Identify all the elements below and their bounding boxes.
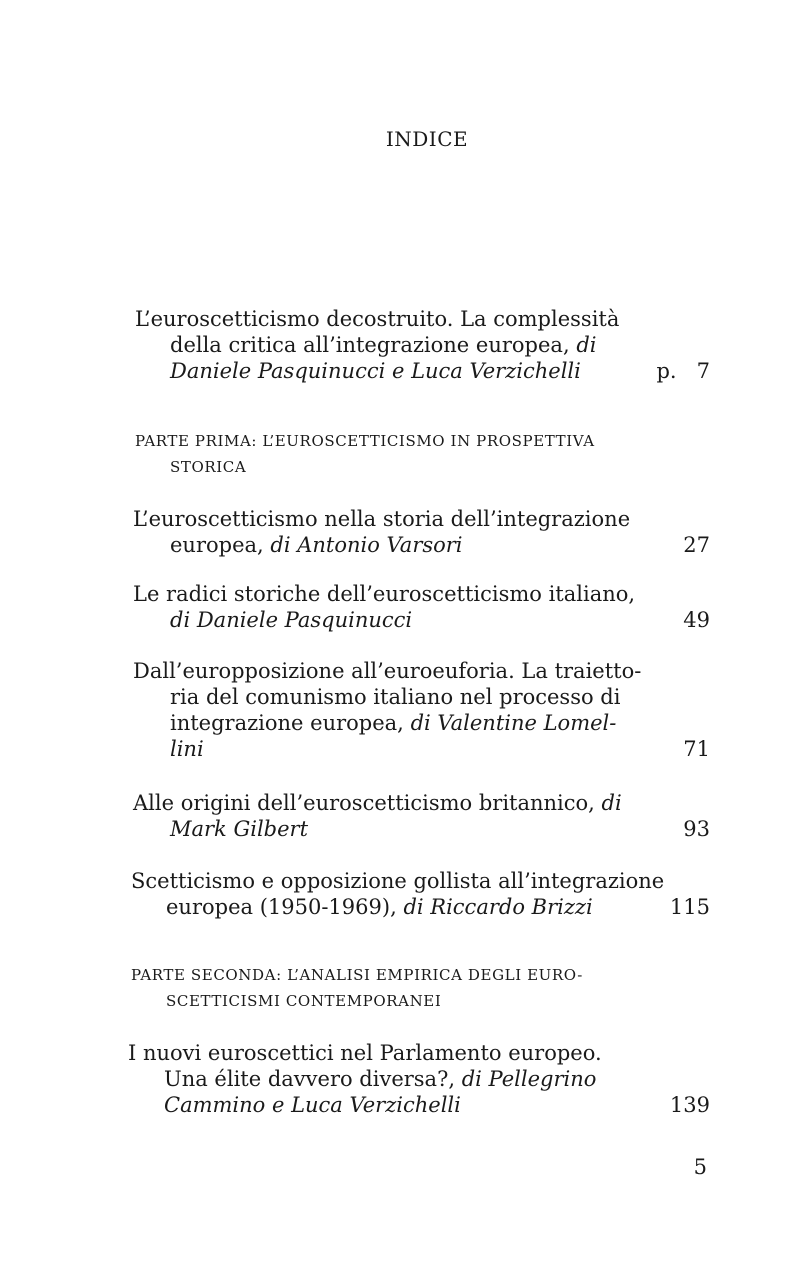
entry-title: Scetticismo e opposizione gollista all’integrazione	[131, 869, 665, 893]
page-number: 71	[683, 737, 710, 761]
entry-author: Mark Gilbert	[170, 817, 309, 841]
page-number: p. 7	[656, 359, 710, 383]
entry-author: di Antonio Varsori	[270, 533, 463, 557]
entry-line	[170, 332, 596, 358]
page-number: 27	[683, 533, 710, 557]
entry-title: L’euroscetticismo nella storia dell’integrazione	[133, 507, 631, 531]
part-heading: PARTE PRIMA: L’EUROSCETTICISMO IN PROSPETTIVA	[135, 432, 595, 450]
part-heading-cont: STORICA	[170, 458, 247, 476]
entry-author: di Daniele Pasquinucci	[170, 608, 413, 632]
entry-line: ria del comunismo italiano nel processo di	[170, 685, 621, 709]
entry-author-cont: Cammino e Luca Verzichelli	[164, 1093, 461, 1117]
entry-author: di Valentine Lomel-	[410, 711, 617, 735]
entry-line: europea, di Antonio Varsori	[170, 533, 463, 557]
entry-title: Alle origini dell’euroscetticismo britannico, di	[133, 791, 622, 815]
part-heading-cont: SCETTICISMI CONTEMPORANEI	[166, 992, 442, 1010]
page-number: 93	[683, 817, 710, 841]
entry-line: L’euroscetticismo decostruito. La complessità	[135, 307, 620, 331]
entry-title: Dall’europposizione all’euroeuforia. La traietto-	[133, 659, 642, 683]
entry-author-cont: lini	[170, 737, 204, 761]
author-prefix: di	[576, 333, 597, 357]
page-number: 139	[669, 1093, 710, 1117]
entry-authors: Daniele Pasquinucci e Luca Verzichelli	[170, 359, 581, 383]
entry-line: integrazione europea, di Valentine Lomel-	[170, 711, 617, 735]
page-number: 115	[669, 895, 710, 919]
page-title: INDICE	[385, 127, 469, 151]
entry-title: I nuovi euroscettici nel Parlamento europeo.	[128, 1041, 602, 1065]
entry-author: di Riccardo Brizzi	[403, 895, 593, 919]
entry-line: europea (1950-1969), di Riccardo Brizzi	[166, 895, 593, 919]
entry-author: di Pellegrino	[461, 1067, 597, 1091]
folio-page-number: 5	[693, 1155, 707, 1179]
part-heading: PARTE SECONDA: L’ANALISI EMPIRICA DEGLI EURO-	[131, 966, 583, 984]
author-prefix: di	[601, 791, 622, 815]
entry-line: Una élite davvero diversa?, di Pellegrino	[164, 1067, 597, 1091]
page-number: 49	[683, 608, 710, 632]
entry-title: Le radici storiche dell’euroscetticismo italiano,	[133, 582, 636, 606]
entry-text: della critica all’integrazione europea,	[170, 333, 570, 357]
